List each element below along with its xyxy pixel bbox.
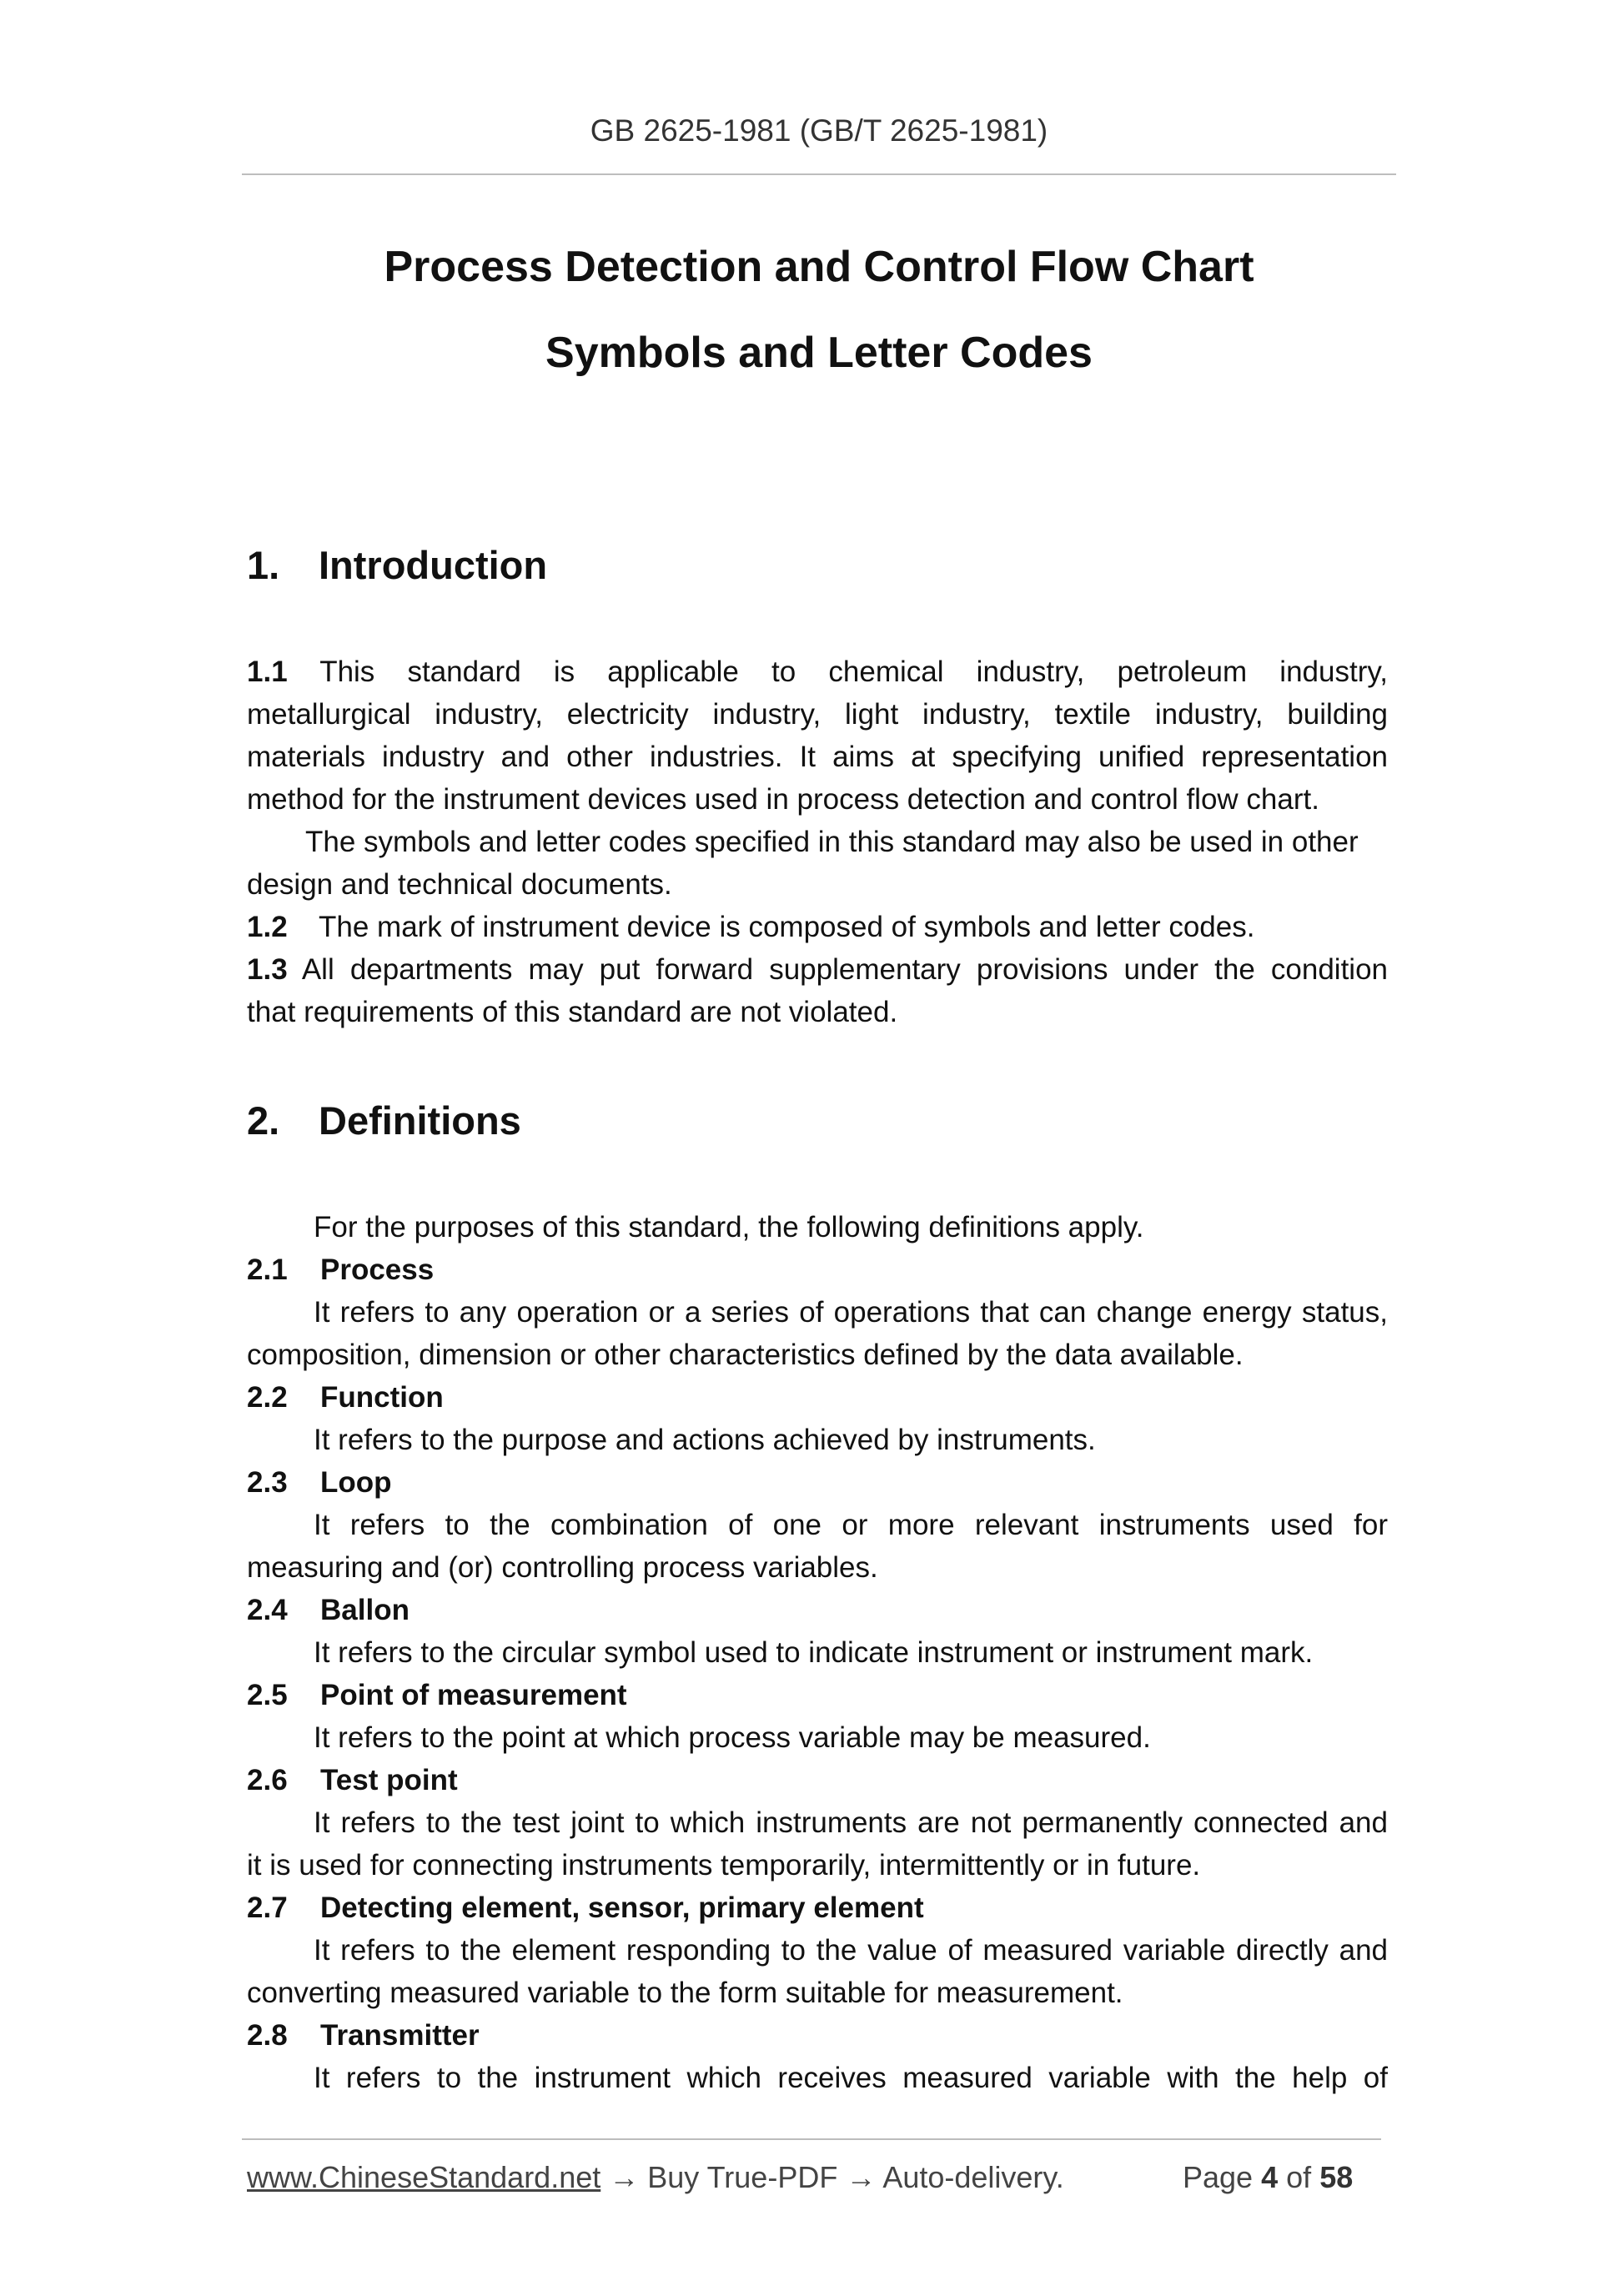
definition-2-4-term: [247, 1594, 1388, 1627]
definition-2-1-line-2: composition, dimension or other characteristics defined by the data available.: [247, 1339, 1244, 1371]
definition-2-7-term: [247, 1892, 1388, 1925]
definition-2-3-number: 2.3: [247, 1466, 288, 1499]
definition-2-3-line-2: measuring and (or) controlling process variables.: [247, 1551, 878, 1584]
page-word: Page: [1183, 2160, 1254, 2194]
definition-2-7-line-2: converting measured variable to the form suitable for measurement.: [247, 1977, 1123, 2009]
page-title-line2: Symbols and Letter Codes: [545, 329, 1093, 377]
definition-2-7-line-1: It refers to the element responding to the value of measured variable directly and: [314, 1934, 1388, 1967]
definition-2-6-term: [247, 1764, 1388, 1797]
clause-1-3-line-2: that requirements of this standard are not violated.: [247, 996, 898, 1028]
definition-2-6-number: 2.6: [247, 1764, 288, 1796]
definition-2-7-name: Detecting element, sensor, primary element: [320, 1892, 924, 1924]
clause-1-2-line: [247, 911, 1388, 944]
page-current-number: 4: [1261, 2160, 1279, 2194]
footer-divider: [242, 2138, 1381, 2140]
definition-2-5-name: Point of measurement: [320, 1679, 627, 1711]
definition-2-4-line-1: It refers to the circular symbol used to indicate instrument or instrument mark.: [314, 1636, 1314, 1669]
definition-2-2-line-1: It refers to the purpose and actions achieved by instruments.: [314, 1424, 1096, 1456]
clause-1-2-number: 1.2: [247, 911, 288, 943]
section-1-number: 1.: [247, 543, 280, 587]
document-header: GB 2625-1981 (GB/T 2625-1981): [590, 113, 1048, 148]
clause-1-1-text: This standard is applicable to chemical industry, petroleum industry,: [319, 656, 1388, 688]
definition-2-1-line-1: It refers to any operation or a series of operations that can change energy status,: [314, 1296, 1388, 1329]
definition-2-2-term: [247, 1381, 1388, 1414]
section-1-heading: [247, 542, 547, 588]
section-2-number: 2.: [247, 1098, 280, 1143]
definition-2-2-number: 2.2: [247, 1381, 288, 1414]
clause-1-1b-line-1: The symbols and letter codes specified in this standard may also be used in other: [305, 826, 1359, 858]
definition-2-8-term: [247, 2019, 1388, 2052]
clause-1-1b-line-2: design and technical documents.: [247, 868, 672, 901]
header-divider: [242, 173, 1396, 175]
definition-2-8-line-1: It refers to the instrument which receives measured variable with the help of: [314, 2062, 1388, 2094]
definition-2-1-number: 2.1: [247, 1254, 288, 1286]
definition-2-5-number: 2.5: [247, 1679, 288, 1711]
definition-2-6-line-2: it is used for connecting instruments temporarily, intermittently or in future.: [247, 1849, 1201, 1882]
clause-1-1-line-2: metallurgical industry, electricity industry, light industry, textile industry, building: [247, 698, 1388, 731]
section-2-heading: [247, 1098, 521, 1143]
page-total-number: 58: [1319, 2160, 1354, 2194]
definition-2-5-term: [247, 1679, 1388, 1712]
section-2-title: Definitions: [319, 1098, 521, 1143]
definition-2-3-name: Loop: [320, 1466, 392, 1499]
page-of-word: of: [1286, 2160, 1312, 2194]
definition-2-3-term: [247, 1466, 1388, 1500]
definition-2-4-name: Ballon: [320, 1594, 410, 1626]
definition-2-4-number: 2.4: [247, 1594, 288, 1626]
page-indicator: [1183, 2160, 1353, 2195]
definition-2-1-term: [247, 1254, 1388, 1287]
definition-2-1-name: Process: [320, 1254, 435, 1286]
clause-1-1-line-1: [247, 656, 1388, 689]
footer-promo: [247, 2160, 1064, 2195]
clause-1-3-text: All departments may put forward supplementary provisions under the condition: [301, 953, 1389, 986]
definitions-intro: For the purposes of this standard, the following definitions apply.: [314, 1211, 1144, 1243]
definition-2-6-line-1: It refers to the test joint to which instruments are not permanently connected and: [314, 1806, 1388, 1839]
footer-site-link[interactable]: www.ChineseStandard.net: [247, 2160, 601, 2194]
definition-2-8-number: 2.8: [247, 2019, 288, 2052]
definition-2-6-name: Test point: [320, 1764, 458, 1796]
definition-2-2-name: Function: [320, 1381, 444, 1414]
clause-1-3-line-1: [247, 953, 1388, 987]
clause-1-1-line-3: materials industry and other industries. It aims at specifying unified representation: [247, 741, 1388, 773]
definition-2-7-number: 2.7: [247, 1892, 288, 1924]
section-1-title: Introduction: [319, 543, 548, 587]
clause-1-1-number: 1.1: [247, 656, 288, 688]
definition-2-3-line-1: It refers to the combination of one or more relevant instruments used for: [314, 1509, 1388, 1541]
clause-1-2-text: The mark of instrument device is composed of symbols and letter codes.: [319, 911, 1255, 943]
footer-tagline: → Buy True-PDF → Auto-delivery.: [600, 2160, 1064, 2194]
definition-2-8-name: Transmitter: [320, 2019, 480, 2052]
definition-2-5-line-1: It refers to the point at which process variable may be measured.: [314, 1721, 1151, 1754]
clause-1-1-line-4: method for the instrument devices used in process detection and control flow chart.: [247, 783, 1319, 816]
clause-1-3-number: 1.3: [247, 953, 288, 986]
page-title-line1: Process Detection and Control Flow Chart: [384, 243, 1254, 291]
